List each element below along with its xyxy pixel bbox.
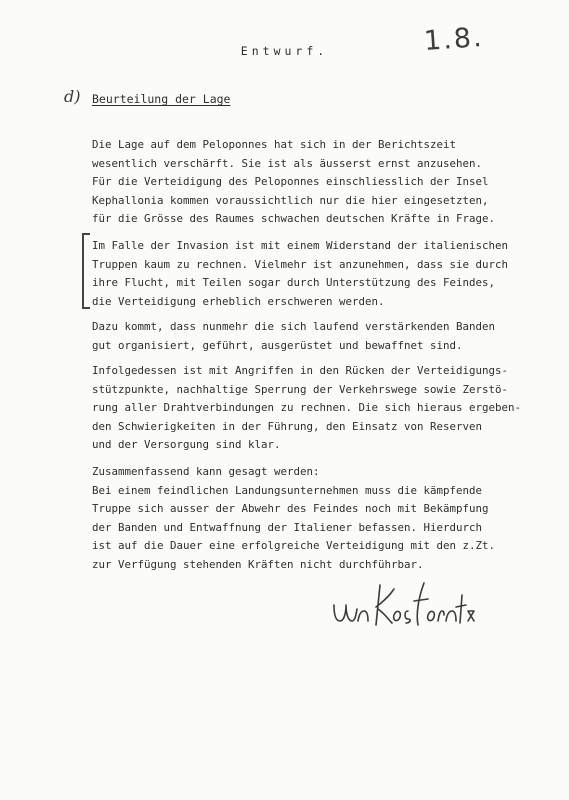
- section-marker: d): [64, 87, 81, 106]
- section-title: Beurteilung der Lage: [92, 92, 231, 106]
- handwritten-page-number: 1.8.: [422, 21, 485, 58]
- margin-bracket-mark: [82, 233, 90, 309]
- paragraph-2: Im Falle der Invasion ist mit einem Widerstand der italienischen Truppen kaum zu rechnen. Vielmehr ist anzunehmen, dass sie durch ihre Flucht, mit Teilen sogar durch Unterstützung des Feindes, die Verteidigung erheblich erschweren werden.: [92, 239, 509, 308]
- handwritten-signature: [328, 575, 478, 635]
- paragraph-5: Zusammenfassend kann gesagt werden: Bei einem feindlichen Landungsunternehmen muss die kämpfende Truppe sich ausser der Abwehr des Feindes noch mit Bekämpfung der Banden und Entwaffnung der Italiener befassen. Hierdurch ist auf die Dauer eine erfolgreiche Verteidigung mit den z.Zt. zur Verfügung stehenden Kräften nicht durchführbar.: [92, 465, 496, 571]
- paragraph-4: Infolgedessen ist mit Angriffen in den Rücken der Verteidigungs- stützpunkte, nachhaltige Sperrung der Verkehrswege sowie Zerstö- rung aller Drahtverbindungen zu rechnen. Die sich hieraus ergeben- den Schwierigkeiten in der Führung, den Einsatz von Reserven und der Versorgung sind klar.: [92, 364, 522, 451]
- paragraph-1: Die Lage auf dem Peloponnes hat sich in der Berichtszeit wesentlich verschärft. Sie ist als äusserst ernst anzusehen. Für die Verteidigung des Peloponnes einschliesslich der Insel Kephallonia kommen voraussichtlich nur die hier eingesetzten, für die Grösse des Raumes schwachen deutschen Kräfte in Frage.: [92, 138, 496, 225]
- paragraph-3: Dazu kommt, dass nunmehr die sich laufend verstärkenden Banden gut organisiert, geführt, ausgerüstet und bewaffnet sind.: [92, 320, 496, 352]
- document-heading: Entwurf.: [240, 44, 329, 58]
